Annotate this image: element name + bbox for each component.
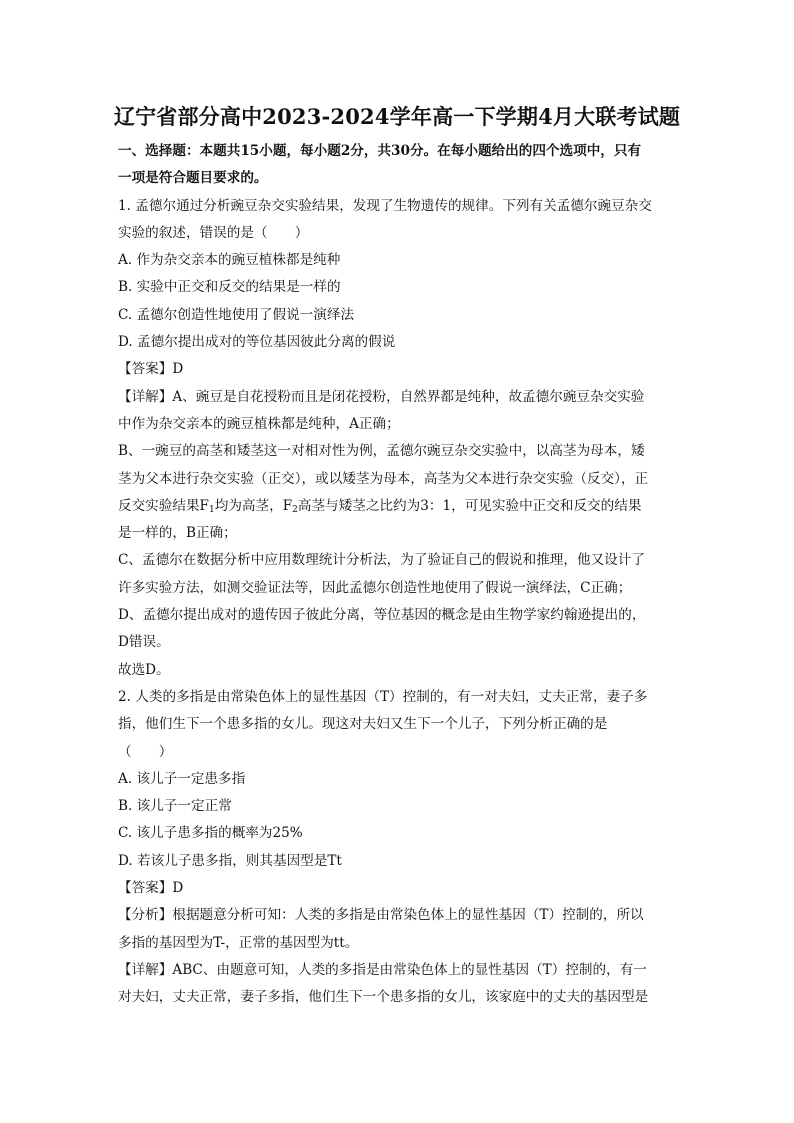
q1-detail-line: 茎为父本进行杂交实验（正交），或以矮茎为母本，高茎为父本进行杂交实验（反交），正 [118,470,649,487]
q1-stem: 1. 孟德尔通过分析豌豆杂交实验结果，发现了生物遗传的规律。下列有关孟德尔豌豆杂交 [118,197,652,214]
q1-detail-text: 均为高茎，F [214,497,293,514]
q2-stem: 2. 人类的多指是由常染色体上的显性基因（T）控制的，有一对夫妇，丈夫正常，妻子多 [118,688,648,705]
q1-option-a: A. 作为杂交亲本的豌豆植株都是纯种 [118,252,341,269]
q1-conclusion: 故选D。 [118,661,170,678]
page-title: 辽宁省部分高中2023-2024学年高一下学期4月大联考试题 [113,104,681,129]
section-heading: 一、选择题：本题共15小题，每小题2分，共30分。在每小题给出的四个选项中，只有 [118,143,642,159]
q1-stem-cont: 实验的叙述，错误的是（ ） [118,224,309,241]
q2-answer: 【答案】D [118,880,184,897]
q1-detail-line: 许多实验方法，如测交验证法等，因此孟德尔创造性地使用了假说一演绎法，C正确； [118,579,632,596]
q2-analysis-cont: 多指的基因型为T-，正常的基因型为tt。 [118,934,359,951]
subscript: 1 [209,504,215,515]
subscript: 2 [292,504,298,515]
q2-option-b: B. 该儿子一定正常 [118,798,232,815]
q2-option-c: C. 该儿子患多指的概率为25% [118,825,303,842]
q1-detail-line: D、孟德尔提出成对的遗传因子彼此分离，等位基因的概念是由生物学家约翰逊提出的， [118,607,646,624]
q2-stem-cont: 指，他们生下一个患多指的女儿。现这对夫妇又生下一个儿子，下列分析正确的是 [118,716,608,733]
q2-stem-blank: （ ） [118,743,173,760]
q1-detail-text: 高茎与矮茎之比约为3：1，可见实验中正交和反交的结果 [297,497,642,514]
q1-detail-line-f [118,493,678,520]
q1-detail-line: B、一豌豆的高茎和矮茎这一对相对性为例，孟德尔豌豆杂交实验中，以高茎为母本，矮 [118,443,645,460]
q1-detail-line: 中作为杂交亲本的豌豆植株都是纯种，A正确； [118,415,400,432]
q1-detail-line: C、孟德尔在数据分析中应用数理统计分析法，为了验证自己的假说和推理，他又设计了 [118,552,645,569]
q2-detail: 【详解】ABC、由题意可知，人类的多指是由常染色体上的显性基因（T）控制的，有一 [118,961,647,978]
q1-option-b: B. 实验中正交和反交的结果是一样的 [118,279,341,296]
section-heading-cont: 一项是符合题目要求的。 [118,170,268,187]
q1-answer: 【答案】D [118,361,184,378]
q2-analysis: 【分析】根据题意分析可知：人类的多指是由常染色体上的显性基因（T）控制的，所以 [118,907,644,924]
q2-option-d: D. 若该儿子患多指，则其基因型是Tt [118,852,342,869]
q1-detail-text: 反交实验结果F [118,497,209,514]
q2-option-a: A. 该儿子一定患多指 [118,770,246,787]
q1-detail-line: D错误。 [118,634,170,651]
q1-detail-line: 是一样的，B正确； [118,525,237,542]
q1-detail-line: 【详解】A、豌豆是自花授粉而且是闭花授粉，自然界都是纯种，故孟德尔豌豆杂交实验 [118,388,645,405]
q1-option-c: C. 孟德尔创造性地使用了假说一演绎法 [118,306,355,323]
q1-option-d: D. 孟德尔提出成对的等位基因彼此分离的假说 [118,334,396,351]
q2-detail-cont: 对夫妇，丈夫正常，妻子多指，他们生下一个患多指的女儿，该家庭中的丈夫的基因型是 [118,989,649,1006]
document-body [118,138,678,1012]
